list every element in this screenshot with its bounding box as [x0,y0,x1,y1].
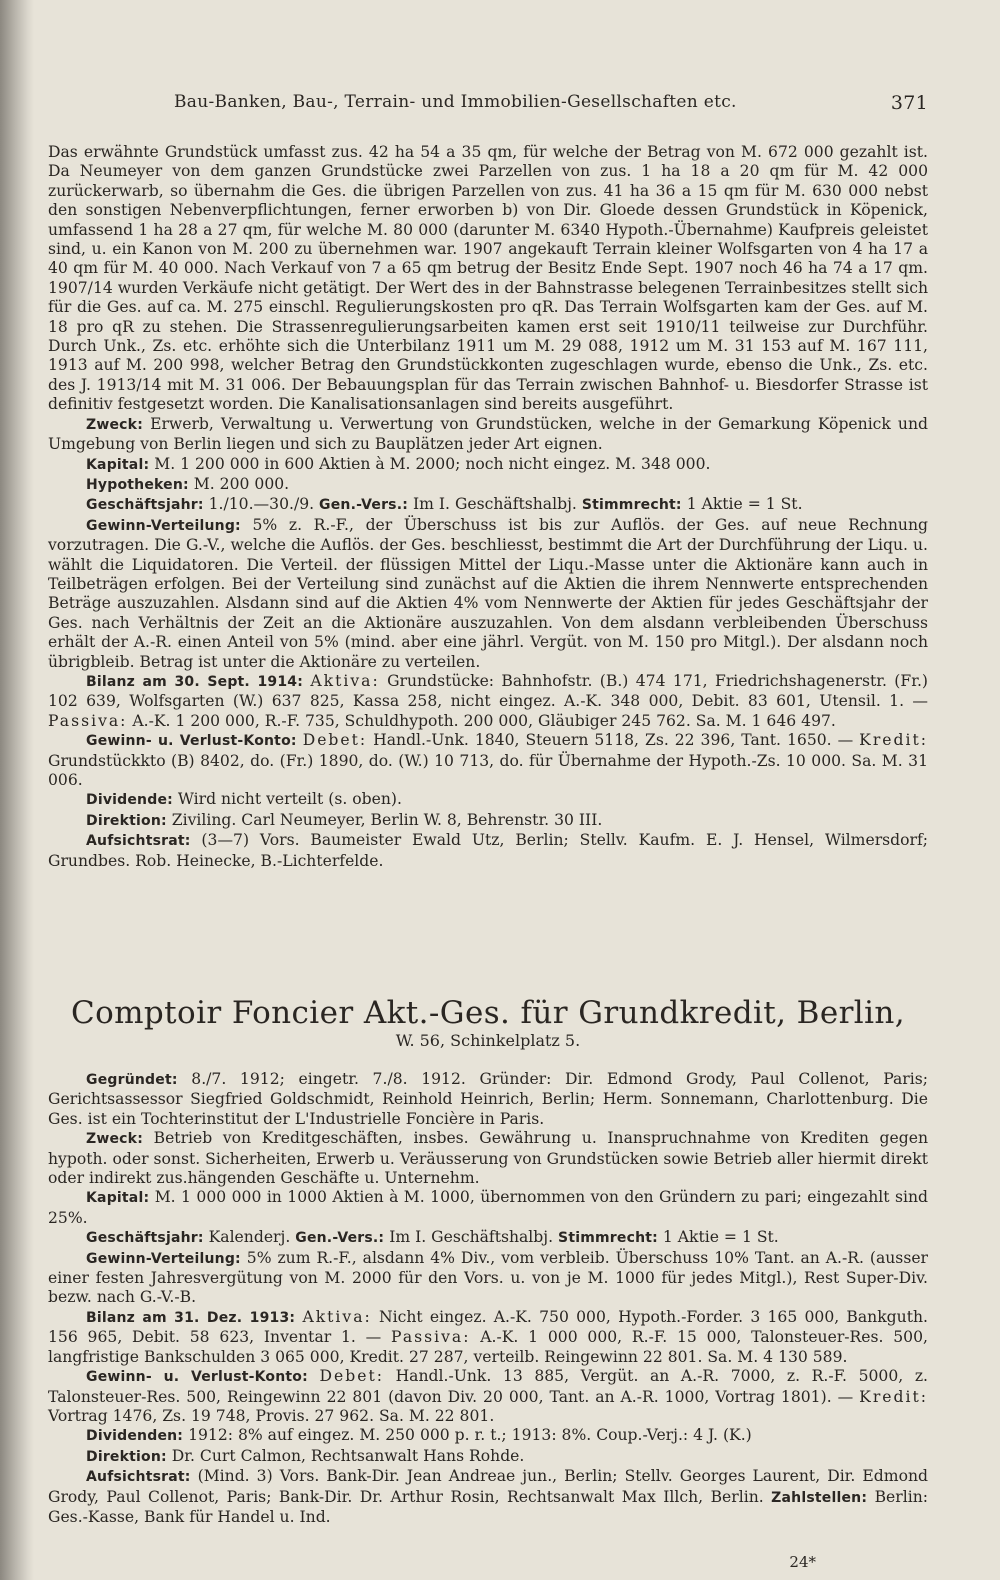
gewinn-verteilung-paragraph [48,1249,928,1308]
gj-text: 1./10.—30./9. [203,495,320,514]
passiva-text: A.-K. 1 200 000, R.-F. 735, Schuldhypoth. 200 000, Gläubiger 245 762. Sa. M. 1 646 497. [127,711,836,730]
company-entry-terrain-koepenick [48,143,928,871]
aufsichtsrat-label: Aufsichtsrat: [86,833,191,850]
guv-paragraph [48,1367,928,1426]
aufsichtsrat-paragraph [48,1467,928,1527]
page-number: 371 [890,92,928,114]
aktiva-label: Aktiva: [302,1307,372,1326]
dividenden-label: Dividenden: [86,1428,184,1445]
signature-mark: 24* [789,1553,816,1571]
dividende-paragraph [48,790,928,810]
gv-label: Gen.-Vers.: [295,1230,385,1247]
zweck-label: Zweck: [86,1131,143,1148]
company-address: W. 56, Schinkelplatz 5. [395,1031,581,1050]
kredit-label: Kredit: [859,731,928,750]
kapital-text: M. 1 200 000 in 600 Aktien à M. 2000; noch nicht eingez. M. 348 000. [149,454,711,473]
gegruendet-text: 8./7. 1912; eingetr. 7./8. 1912. Gründer: Dir. Edmond Grody, Paul Collenot, Paris; Gerichtsassessor Siegfried Goldschmidt, Reinhold Heinrich, Berlin; Herm. Sonnemann, Charlottenburg. Die Ges. ist ein Tochterinstitut der L'Industrielle Foncière in Paris. [48,1070,928,1128]
zweck-text: Betrieb von Kreditgeschäften, insbes. Gewährung u. Inanspruchnahme von Krediten gegen hypoth. oder sonst. Sicherheiten, Erwerb u. Veräusserung von Grundstücken sowie Betrieb aller hiermit direkt oder indirekt zus.hängenden Geschäfte u. Unternehm. [48,1129,928,1188]
kredit-label: Kredit: [859,1387,928,1406]
header-title: Bau-Banken, Bau-, Terrain- und Immobilien-Gesellschaften etc. [174,92,737,112]
debet-text: Handl.-Unk. 1840, Steuern 5118, Zs. 22 396, Tant. 1650. — [367,731,860,750]
zweck-label: Zweck: [86,416,143,433]
gj-text: Kalenderj. [203,1228,296,1247]
gegruendet-paragraph [48,1070,928,1129]
passiva-label: Passiva: [391,1328,471,1347]
kapital-label: Kapital: [86,1190,150,1207]
gewinn-verteilung-text: 5% zum R.-F., alsdann 4% Div., vom verbleib. Überschuss 10% Tant. an A.-R. (ausser einer festen Jahresvergütung von M. 2000 für den Vors. u. von je M. 1000 für jedes Mitgl.), Rest Super-Div. bezw. nach G.-V.-B. [48,1248,928,1307]
gewinn-verteilung-label: Gewinn-Verteilung: [86,517,241,534]
kapital-label: Kapital: [86,456,150,473]
gv-text: Im I. Geschäftshalbj. [408,495,582,514]
book-spine-shadow [0,0,34,1580]
stimmrecht-text: 1 Aktie = 1 St. [657,1228,779,1247]
gegruendet-label: Gegründet: [86,1072,178,1088]
hypotheken-paragraph [48,475,928,495]
guv-label: Gewinn- u. Verlust-Konto: [86,733,297,750]
passiva-label: Passiva: [48,711,128,730]
direktion-paragraph [48,811,928,831]
gewinn-verteilung-label: Gewinn-Verteilung: [86,1250,241,1267]
guv-paragraph [48,731,928,790]
gj-label: Geschäftsjahr: [86,1230,204,1247]
aufsichtsrat-label: Aufsichtsrat: [86,1469,191,1486]
kredit-text: Grundstückkto (B) 8402, do. (Fr.) 1890, do. (W.) 10 713, do. für Übernahme der Hypoth.-Zs. 10 000. Sa. M. 31 006. [48,751,928,789]
bilanz-paragraph [48,1308,928,1367]
passiva-text: A.-K. 1 000 000, R.-F. 15 000, Talonsteuer-Res. 500, langfristige Bankschulden 3 065 000, Kredit. 27 287, verteilb. Reingewinn 22 801. Sa. M. 4 130 589. [48,1328,928,1366]
company-heading: Comptoir Foncier Akt.-Ges. für Grundkredit, Berlin, [70,995,906,1031]
debet-label: Debet: [302,731,368,750]
kredit-text: Vortrag 1476, Zs. 19 748, Provis. 27 962. Sa. M. 22 801. [48,1406,495,1425]
hypotheken-text: M. 200 000. [188,474,290,493]
dividenden-text: 1912: 8% auf eingez. M. 250 000 p. r. t.; 1913: 8%. Coup.-Verj.: 4 J. (K.) [183,1426,752,1445]
direktion-text: Ziviling. Carl Neumeyer, Berlin W. 8, Behrenstr. 30 III. [166,810,603,829]
dividende-text: Wird nicht verteilt (s. oben). [172,790,402,809]
dividenden-paragraph [48,1426,928,1446]
gewinn-verteilung-paragraph [48,516,928,672]
direktion-label: Direktion: [86,1448,167,1465]
debet-text: Handl.-Unk. 13 885, Vergüt. an A.-R. 7000, z. R.-F. 5000, z. Talonsteuer-Res. 500, Reingewinn 22 801 (davon Div. 20 000, Tant. an A.-R. 1000, Vortrag 1801). — [48,1367,928,1406]
gv-label: Gen.-Vers.: [319,497,409,514]
stimmrecht-label: Stimmrecht: [581,497,682,514]
guv-label: Gewinn- u. Verlust-Konto: [86,1369,308,1386]
aufsichtsrat-paragraph [48,831,928,871]
bilanz-paragraph [48,672,928,731]
running-header [48,92,928,118]
aktiva-text: Grundstücke: Bahnhofstr. (B.) 474 171, Friedrichshagenerstr. (Fr.) 102 639, Wolfsgarten (W.) 637 825, Kassa 258, nicht eingez. A.-K. 348 000, Debit. 83 601, Utensil. 1. — [48,671,928,711]
hypotheken-label: Hypotheken: [86,476,189,493]
zahlstellen-label: Zahlstellen: [771,1489,868,1506]
company-entry-comptoir-foncier [48,1070,928,1527]
aufsichtsrat-text: (Mind. 3) Vors. Bank-Dir. Jean Andreae jun., Berlin; Stellv. Georges Laurent, Dir. Edmond Grody, Paul Collenot, Paris; Bank-Dir. Dr. Arthur Rosin, Rechtsanwalt Max Illch, Berlin. [48,1467,928,1506]
zahlstellen-text: Berlin: Ges.-Kasse, Bank für Handel u. Ind. [48,1487,928,1526]
geschaeftsjahr-paragraph [48,1228,928,1248]
direktion-label: Direktion: [86,812,167,829]
dividende-label: Dividende: [86,792,173,809]
book-page [48,0,928,1580]
aktiva-text: Nicht eingez. A.-K. 750 000, Hypoth.-Forder. 3 165 000, Bankguth. 156 965, Debit. 58 623, Inventar 1. — [48,1307,928,1347]
geschaeftsjahr-paragraph [48,495,928,515]
gewinn-verteilung-text: 5% z. R.-F., der Überschuss ist bis zur Auflös. der Ges. auf neue Rechnung vorzutragen. Die G.-V., welche die Auflös. der Ges. beschliesst, bestimmt die Art der Durchführung der Liqu. u. wählt die Liquidatoren. Die Verteil. der flüssigen Mittel der Liqu.-Masse unter die Aktionäre kann auch in Teilbeträgen erfolgen. Bei der Verteilung sind zunächst auf die Aktien die ihrem Nennwerte entsprechenden Beträge auszuzahlen. Alsdann sind auf die Aktien 4% vom Nennwerte der Aktien für jedes Geschäftsjahr der Ges. nach Verhältnis der Zeit an die Aktionäre auszuzahlen. Von dem alsdann verbleibenden Überschuss erhält der A.-R. einen Anteil von 5% (mind. aber eine jährl. Vergüt. von M. 150 pro Mitgl.). Der alsdann noch übrigbleib. Betrag ist unter die Aktionäre zu verteilen. [48,515,928,671]
zweck-paragraph [48,1129,928,1188]
kapital-text: M. 1 000 000 in 1000 Aktien à M. 1000, übernommen von den Gründern zu pari; eingezahlt sind 25%. [48,1188,928,1227]
zweck-paragraph [48,415,928,455]
gv-text: Im I. Geschäftshalbj. [384,1228,559,1247]
intro-paragraph: Das erwähnte Grundstück umfasst zus. 42 ha 54 a 35 qm, für welche der Betrag von M. 672 000 gezahlt ist. Da Neumeyer von dem ganzen Grundstücke zwei Parzellen von zus. 1 ha 18 a 20 qm für M. 42 000 zurückerwarb, so übernahm die Ges. die übrigen Parzellen von zus. 41 ha 36 a 15 qm für M. 630 000 nebst den sonstigen Nebenverpflichtungen, ferner erworben b) von Dir. Gloede dessen Grundstück in Köpenick, umfassend 1 ha 28 a 27 qm, für welche M. 80 000 (darunter M. 6340 Hypoth.-Übernahme) Kaufpreis geleistet sind, u. ein Kanon von M. 200 zu übernehmen war. 1907 angekauft Terrain kleiner Wolfsgarten von 4 ha 17 a 40 qm für M. 40 000. Nach Verkauf von 7 a 65 qm betrug der Besitz Ende Sept. 1907 noch 46 ha 74 a 17 qm. 1907/14 wurden Verkäufe nicht getätigt. Der Wert des in der Bahnstrasse belegenen Terrainbesitzes stellt sich für die Ges. auf ca. M. 275 einschl. Regulierungskosten pro qR. Das Terrain Wolfsgarten kam der Ges. auf M. 18 pro qR zu stehen. Die Strassenregulierungsarbeiten kamen erst seit 1910/11 teilweise zur Durchführ. Durch Unk., Zs. etc. erhöhte sich die Unterbilanz 1911 um M. 29 088, 1912 um M. 31 153 auf M. 167 111, 1913 auf M. 200 998, welcher Betrag den Grundstückkonten zugeschlagen wurde, ebenso die Unk., Zs. etc. des J. 1913/14 mit M. 31 006. Der Bebauungsplan für das Terrain zwischen Bahnhof- u. Biesdorfer Strasse ist definitiv festgesetzt worden. Die Kanalisationsanlagen sind bereits ausgeführt. [48,143,928,414]
kapital-paragraph [48,1188,928,1228]
bilanz-label: Bilanz am 30. Sept. 1914: [86,673,304,690]
stimmrecht-label: Stimmrecht: [558,1230,658,1247]
gj-label: Geschäftsjahr: [86,497,204,514]
zweck-text: Erwerb, Verwaltung u. Verwertung von Grundstücken, welche in der Gemarkung Köpenick und Umgebung von Berlin liegen und sich zu Bauplätzen jeder Art eignen. [48,414,928,454]
aktiva-label: Aktiva: [310,671,380,690]
bilanz-label: Bilanz am 31. Dez. 1913: [86,1309,296,1326]
aufsichtsrat-text: (3—7) Vors. Baumeister Ewald Utz, Berlin; Stellv. Kaufm. E. J. Hensel, Wilmersdorf; Grundbes. Rob. Heinecke, B.-Lichterfelde. [48,831,928,870]
debet-label: Debet: [319,1367,384,1386]
kapital-paragraph [48,455,928,475]
direktion-paragraph [48,1447,928,1467]
stimmrecht-text: 1 Aktie = 1 St. [681,495,803,514]
direktion-text: Dr. Curt Calmon, Rechtsanwalt Hans Rohde. [166,1446,525,1465]
